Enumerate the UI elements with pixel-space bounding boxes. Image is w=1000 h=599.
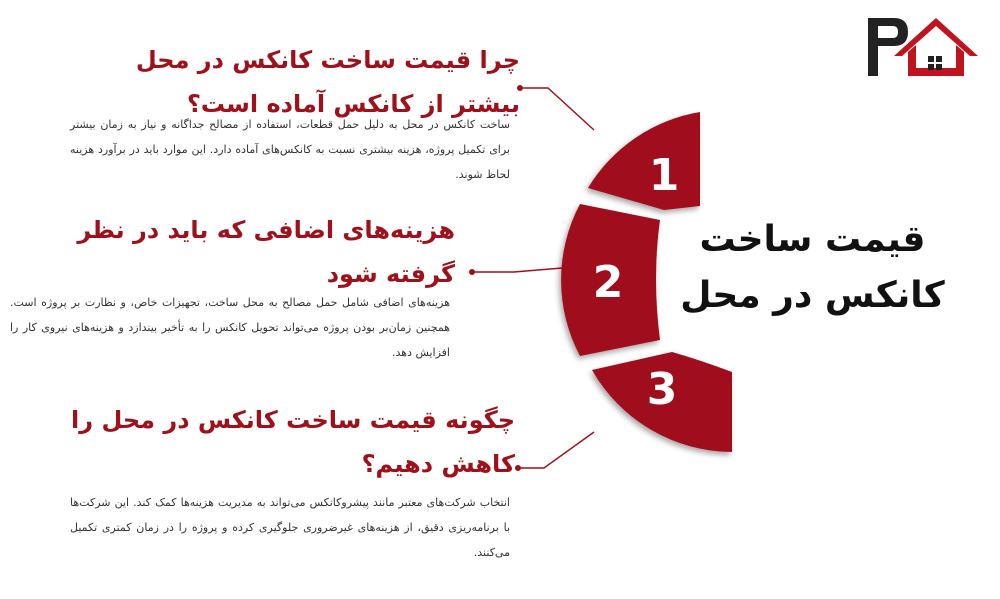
segment-number-3: 3: [646, 364, 678, 415]
connector-dot-2: [469, 269, 475, 275]
connector-line-2: [472, 268, 562, 272]
section-3-heading: چگونه قیمت ساخت کانکس در محل را کاهش دهیم؟: [71, 406, 515, 478]
section-3-body: انتخاب شرکت‌های معتبر مانند پیشروکانکس می‌تواند به مدیریت هزینه‌ها کمک کند. این شرکت‌ها با برنامه‌ریزی دقیق، از هزینه‌های غیرضروری جلوگیری کرده و پروژه را در زمان کمتری تکمیل می‌کنند.: [70, 496, 510, 559]
segment-1: [588, 112, 700, 210]
connector-dot-3: [515, 465, 521, 471]
center-title-line-1: قیمت ساخت: [699, 219, 926, 260]
segment-number-2: 2: [592, 257, 624, 308]
section-1-body: ساخت کانکس در محل به دلیل حمل قطعات، استفاده از مصالح جداگانه و نیاز به زمان بیشتر برای تکمیل پروژه، هزینه بیشتری نسبت به کانکس‌های آماده دارد. این موارد باید در برآورد هزینه لحاظ شوند.: [70, 118, 510, 181]
center-title-line-2: کانکس در محل: [680, 275, 945, 316]
segment-number-1: 1: [648, 150, 680, 201]
connector-line-3: [518, 432, 594, 468]
connector-line-1: [520, 88, 594, 130]
section-2-body: هزینه‌های اضافی شامل حمل مصالح به محل ساخت، تجهیزات خاص، و نظارت بر پروژه است. همچنین زمان‌بر بودن پروژه می‌تواند تحویل کانکس را به تأخیر بیندازد و هزینه‌های نیروی کار را افزایش دهد.: [10, 296, 450, 359]
section-2-heading: هزینه‌های اضافی که باید در نظر گرفته شود: [77, 216, 455, 288]
section-1-heading: چرا قیمت ساخت کانکس در محل بیشتر از کانکس آماده است؟: [135, 46, 520, 118]
center-title: [675, 212, 950, 324]
